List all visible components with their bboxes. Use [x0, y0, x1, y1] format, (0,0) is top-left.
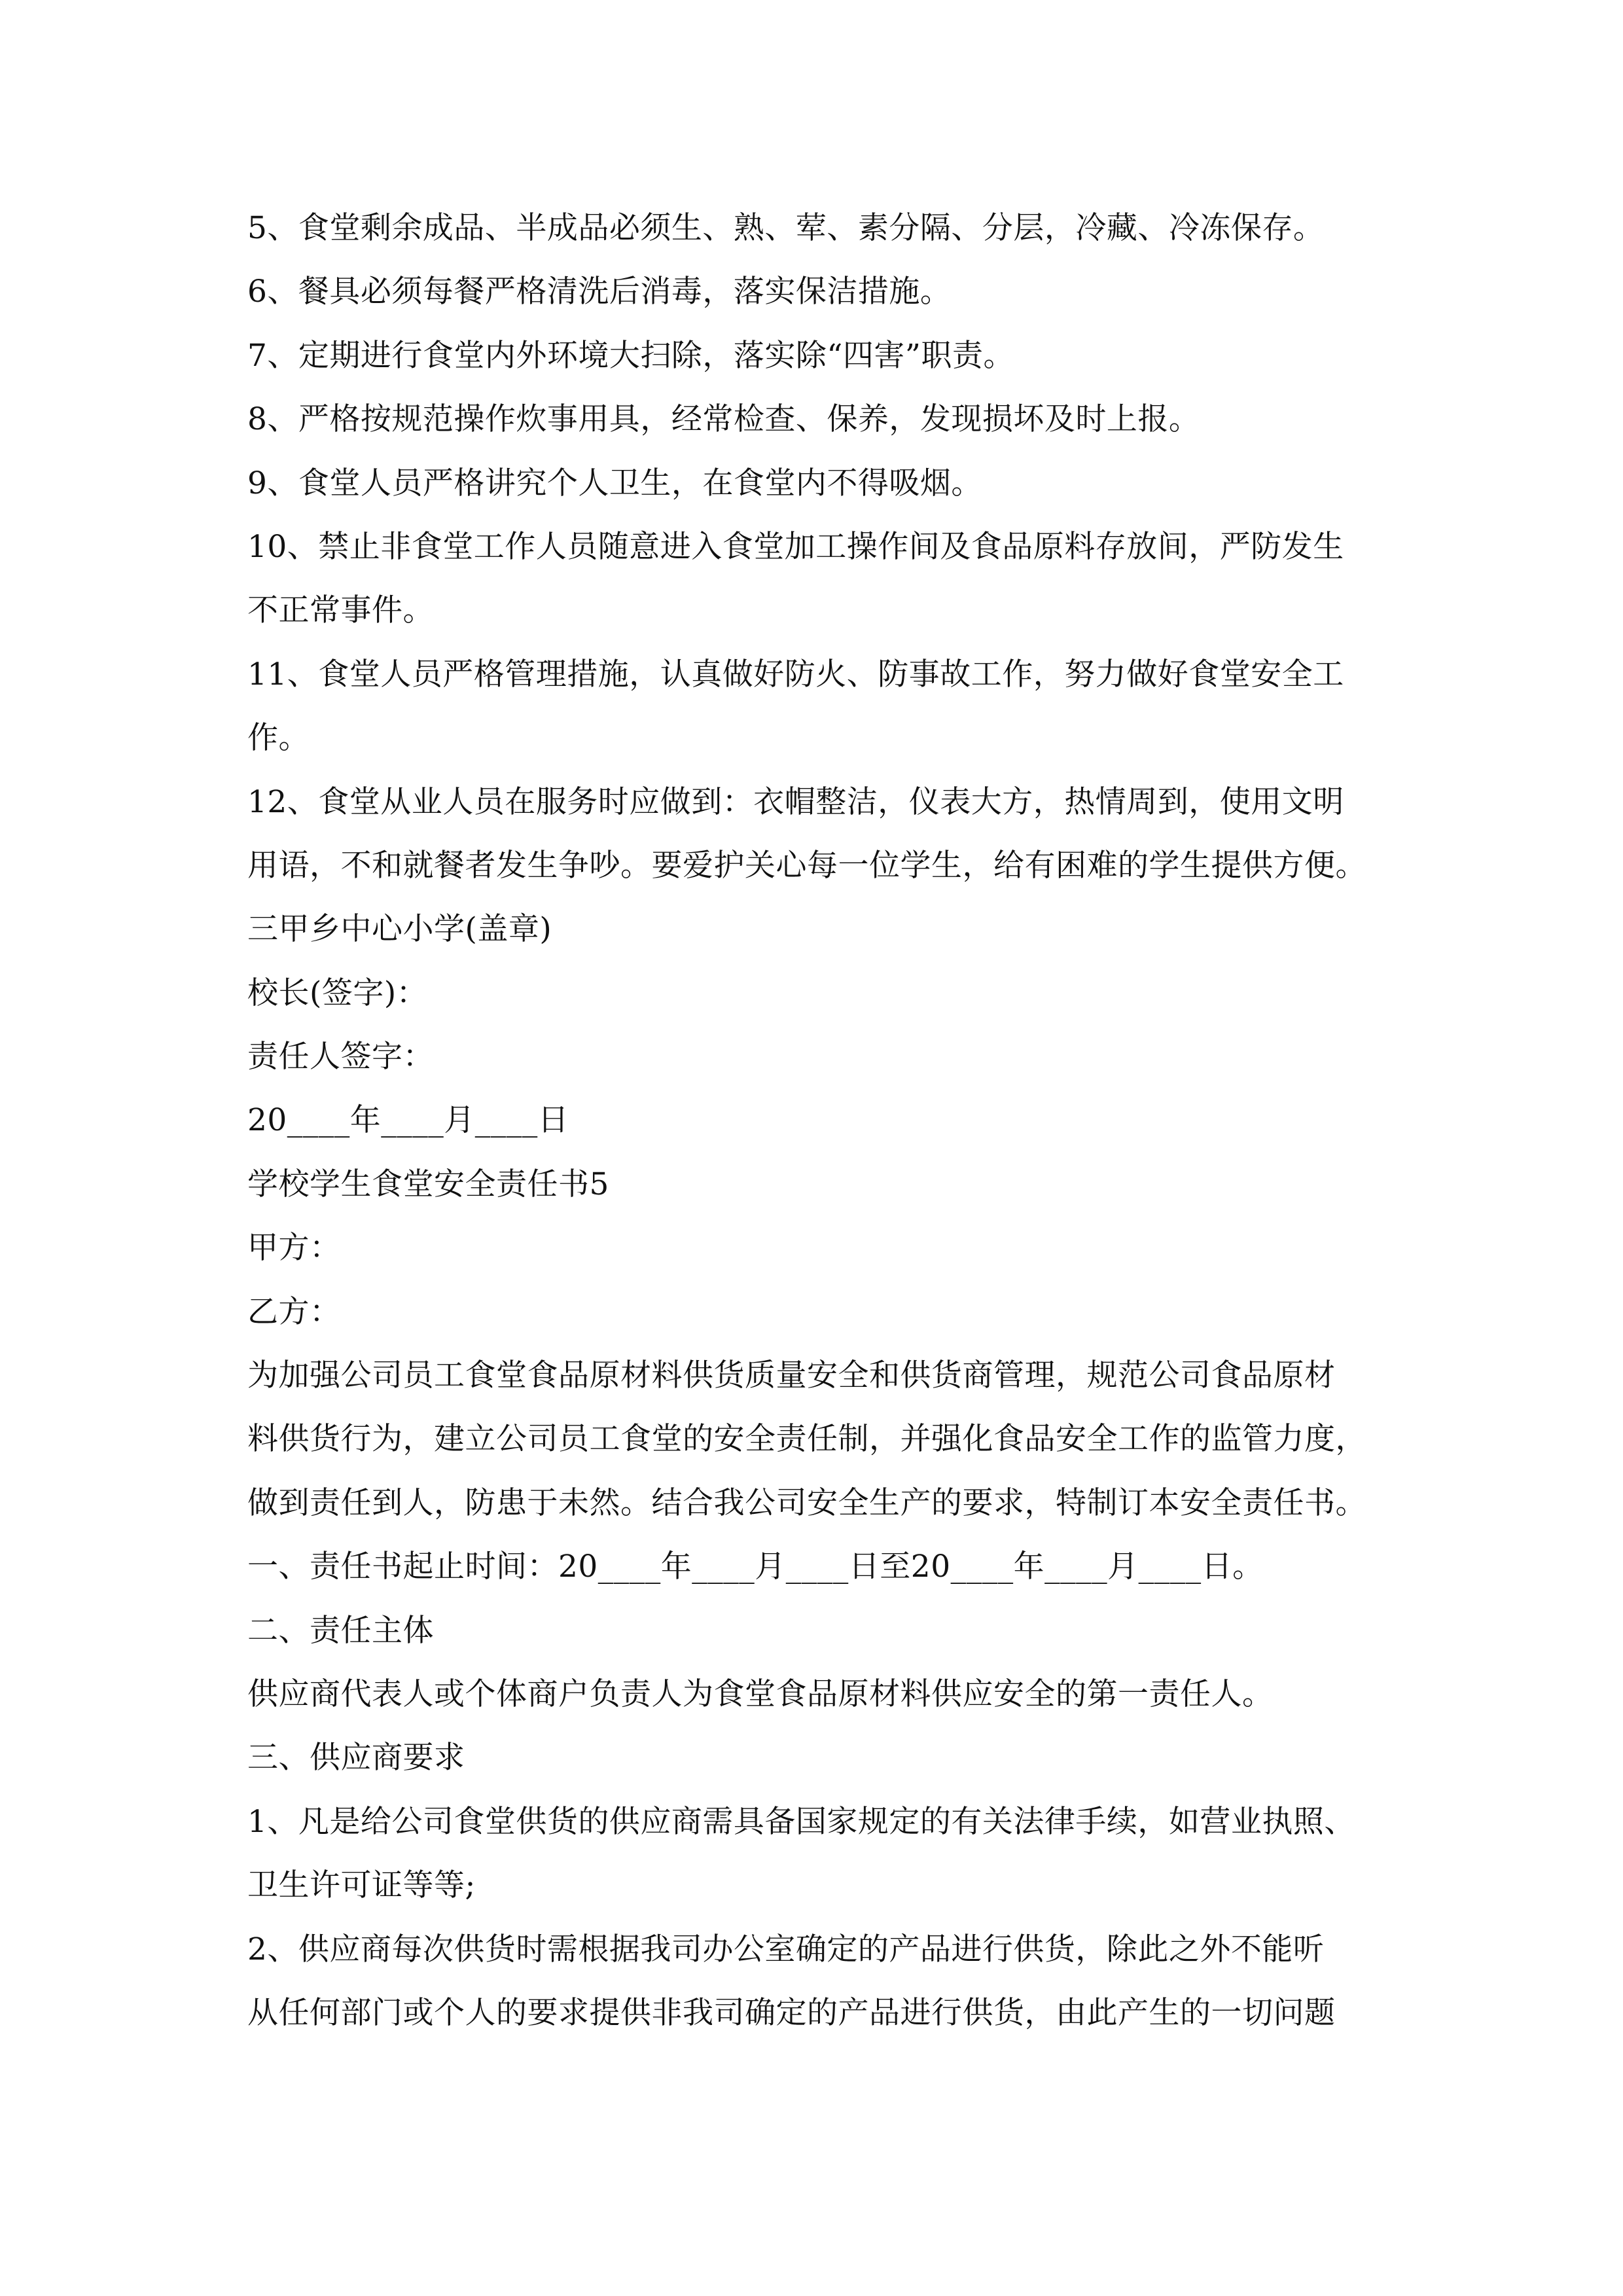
text-line: 2、供应商每次供货时需根据我司办公室确定的产品进行供货，除此之外不能听 [247, 1931, 1325, 1967]
term-line: 一、责任书起止时间：20____年____月____日至20____年____月____日。 [247, 1549, 1264, 1585]
text-line: 不正常事件。 [247, 592, 434, 629]
text-line: 12、食堂从业人员在服务时应做到：衣帽整洁，仪表大方，热情周到，使用文明 [247, 783, 1344, 820]
text-line: 11、食堂人员严格管理措施，认真做好防火、防事故工作，努力做好食堂安全工 [247, 656, 1344, 692]
text-line: 7、定期进行食堂内外环境大扫除，落实除“四害”职责。 [247, 337, 1014, 374]
text-line: 供应商代表人或个体商户负责人为食堂食品原材料供应安全的第一责任人。 [247, 1676, 1274, 1712]
party-a-line: 甲方： [247, 1230, 341, 1266]
responsible-signature-line: 责任人签字： [247, 1039, 434, 1075]
text-line: 8、严格按规范操作炊事用具，经常检查、保养，发现损坏及时上报。 [247, 401, 1200, 438]
school-seal-line: 三甲乡中心小学(盖章) [247, 911, 552, 948]
text-line: 用语，不和就餐者发生争吵。要爱护关心每一位学生，给有困难的学生提供方便。 [247, 847, 1366, 884]
text-line: 做到责任到人，防患于未然。结合我公司安全生产的要求，特制订本安全责任书。 [247, 1484, 1366, 1521]
principal-signature-line: 校长(签字)： [247, 975, 428, 1011]
text-line: 料供货行为，建立公司员工食堂的安全责任制，并强化食品安全工作的监管力度， [247, 1421, 1366, 1458]
text-line: 5、食堂剩余成品、半成品必须生、熟、荤、素分隔、分层，冷藏、冷冻保存。 [247, 210, 1325, 246]
text-line: 卫生许可证等等; [247, 1867, 476, 1904]
date-line: 20____年____月____日 [247, 1102, 569, 1139]
text-line: 作。 [247, 720, 310, 757]
section-title: 学校学生食堂安全责任书5 [247, 1166, 609, 1202]
text-line: 6、餐具必须每餐严格清洗后消毒，落实保洁措施。 [247, 274, 952, 310]
heading-supplier-requirements: 三、供应商要求 [247, 1740, 465, 1776]
party-b-line: 乙方： [247, 1293, 341, 1330]
heading-responsible-party: 二、责任主体 [247, 1612, 434, 1649]
text-line: 为加强公司员工食堂食品原材料供货质量安全和供货商管理，规范公司食品原材 [247, 1357, 1336, 1394]
text-line: 9、食堂人员严格讲究个人卫生，在食堂内不得吸烟。 [247, 465, 982, 501]
text-line: 10、禁止非食堂工作人员随意进入食堂加工操作间及食品原料存放间，严防发生 [247, 528, 1344, 565]
document-body [247, 196, 1399, 2045]
text-line: 1、凡是给公司食堂供货的供应商需具备国家规定的有关法律手续，如营业执照、 [247, 1803, 1355, 1840]
text-line: 从任何部门或个人的要求提供非我司确定的产品进行供货，由此产生的一切问题 [247, 1994, 1336, 2031]
